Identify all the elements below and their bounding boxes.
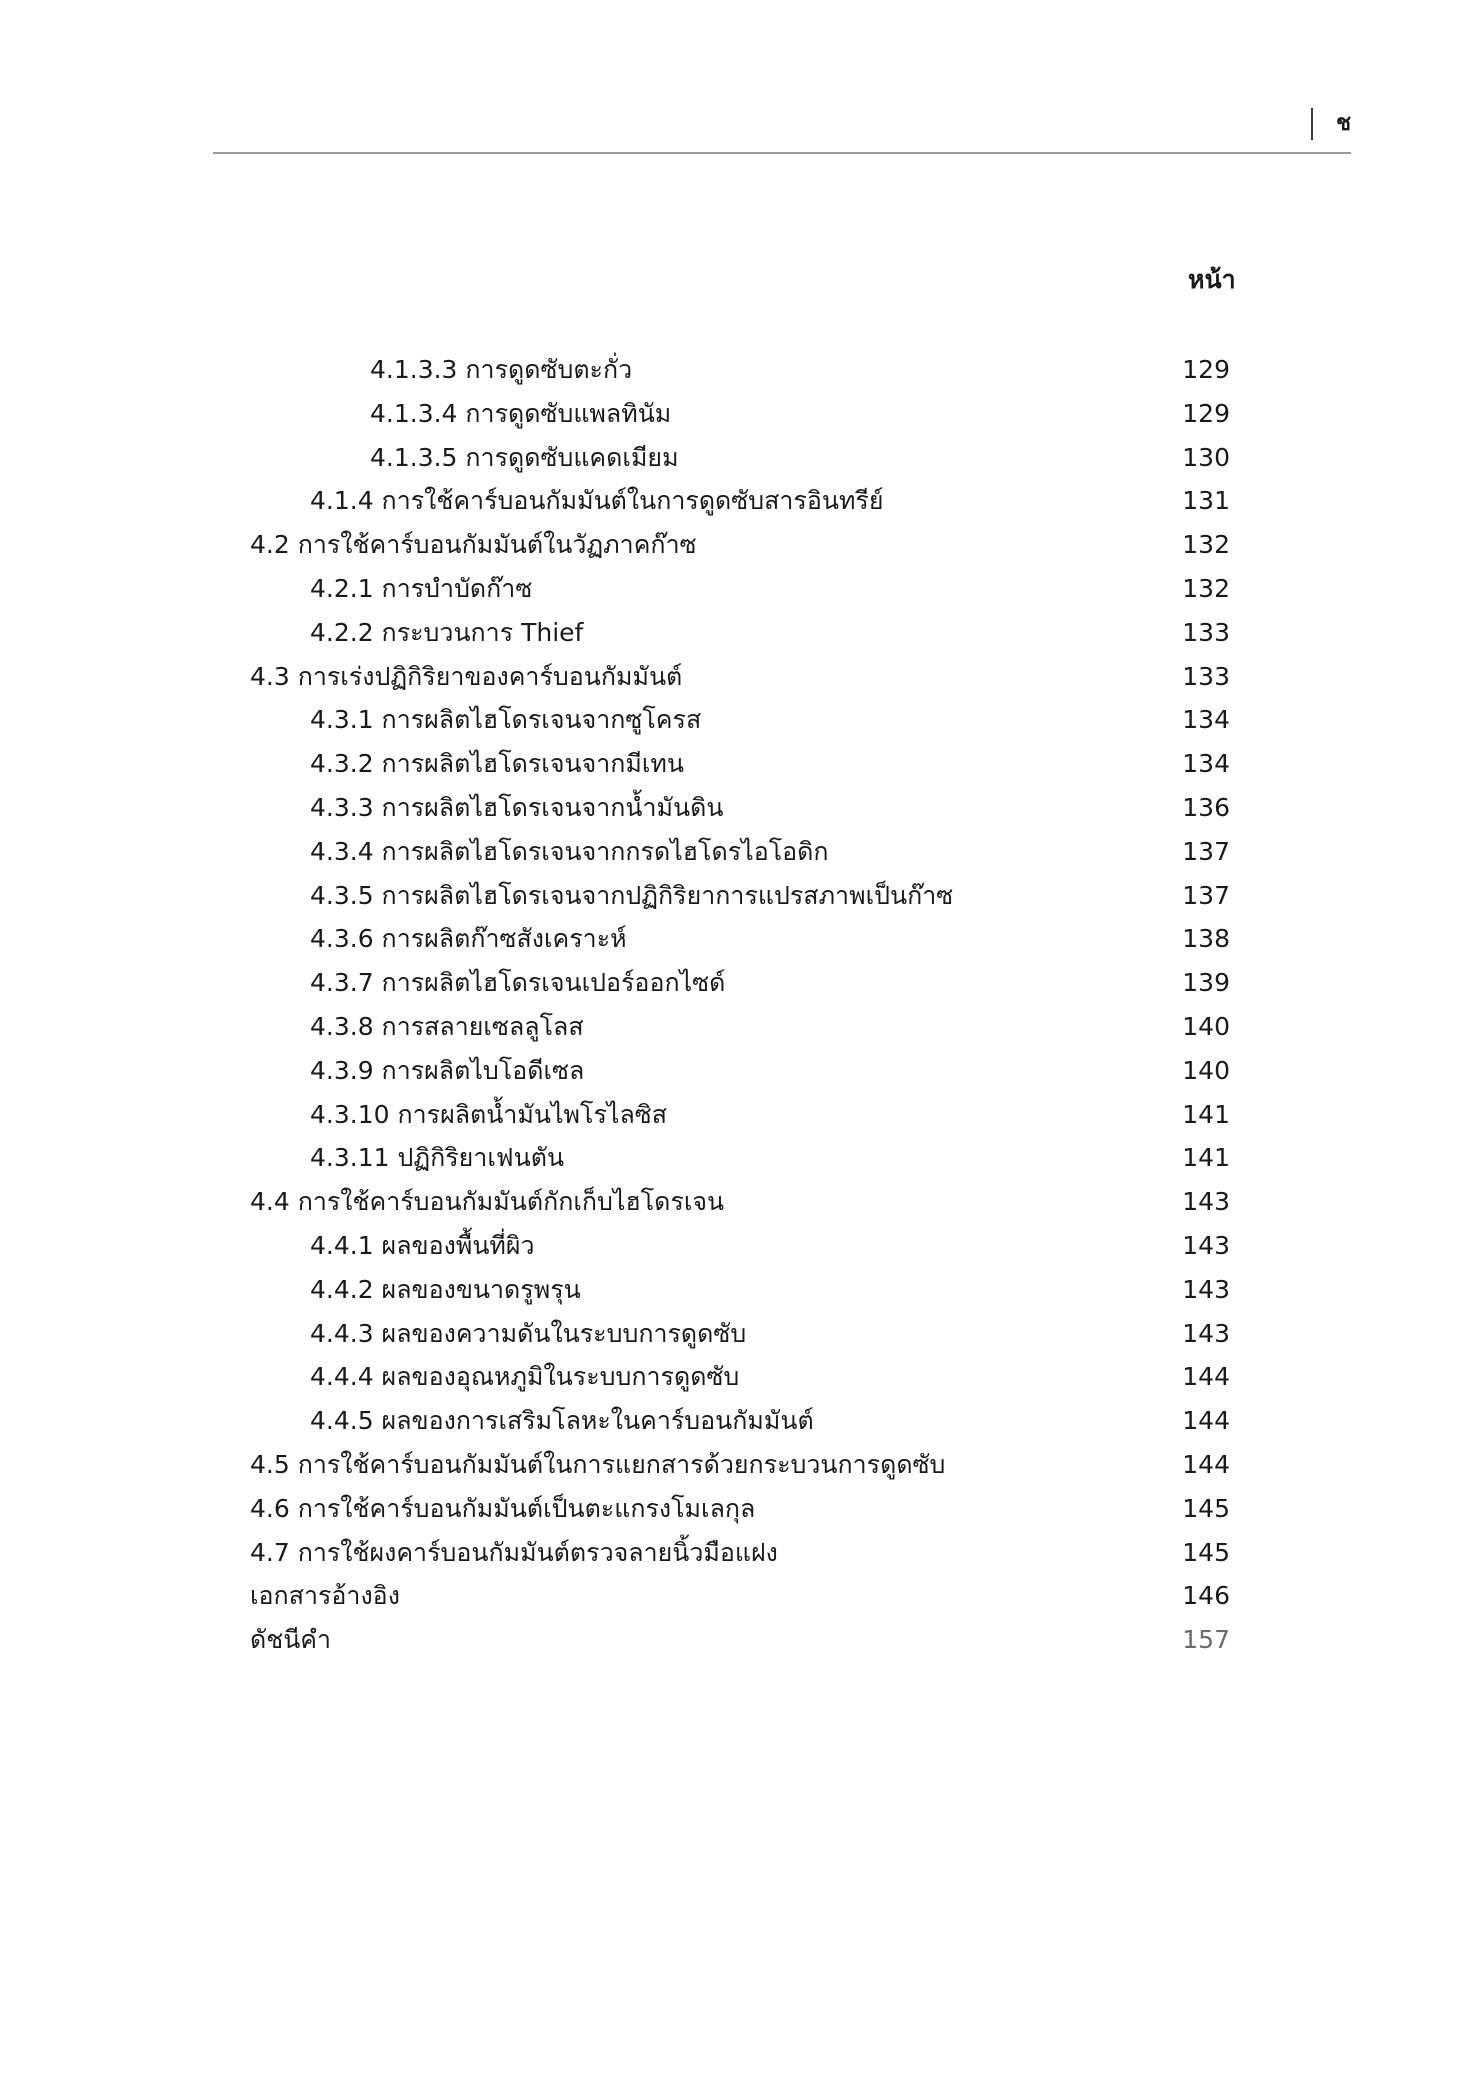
toc-entry-page: 140 [1182, 1011, 1230, 1041]
toc-entry[interactable] [0, 1049, 1457, 1093]
page-column-heading: หน้า [1188, 265, 1236, 294]
toc-entry-page: 141 [1182, 1099, 1230, 1129]
toc-entry-title: 4.3.5 การผลิตไฮโดรเจนจากปฏิกิริยาการแปรสภาพเป็นก๊าซ [310, 880, 954, 910]
toc-entry-title: 4.3.3 การผลิตไฮโดรเจนจากน้ำมันดิน [310, 792, 724, 822]
toc-entry-page: 137 [1182, 836, 1230, 866]
toc-entry-title: 4.1.3.4 การดูดซับแพลทินัม [370, 398, 672, 428]
toc-entry-title: 4.3.9 การผลิตไบโอดีเซล [310, 1055, 585, 1085]
toc-entry-title: 4.2.1 การบำบัดก๊าซ [310, 573, 533, 603]
toc-entry-page: 144 [1182, 1406, 1230, 1436]
toc-entry-title: เอกสารอ้างอิง [250, 1581, 400, 1611]
toc-entry-title: 4.3.8 การสลายเซลลูโลส [310, 1011, 584, 1041]
toc-entry[interactable] [0, 1618, 1457, 1662]
toc-entry[interactable] [0, 961, 1457, 1005]
toc-entry-page: 157 [1182, 1625, 1230, 1655]
toc-entry-page: 140 [1182, 1055, 1230, 1085]
toc-entry-title: 4.3.10 การผลิตน้ำมันไพโรไลซิส [310, 1099, 667, 1129]
toc-entry-page: 141 [1182, 1143, 1230, 1173]
toc-entry[interactable] [0, 1443, 1457, 1487]
toc-entry[interactable] [0, 742, 1457, 786]
toc-entry-title: 4.7 การใช้ผงคาร์บอนกัมมันต์ตรวจลายนิ้วมือแฝง [250, 1537, 778, 1567]
toc-entry-page: 132 [1182, 530, 1230, 560]
toc-entry-page: 145 [1182, 1493, 1230, 1523]
toc-entry-title: 4.4 การใช้คาร์บอนกัมมันต์กักเก็บไฮโดรเจน [250, 1187, 725, 1217]
toc-entry-title: 4.3.6 การผลิตก๊าซสังเคราะห์ [310, 924, 627, 954]
toc-entry-page: 143 [1182, 1318, 1230, 1348]
toc-entry-title: 4.1.4 การใช้คาร์บอนกัมมันต์ในการดูดซับสารอินทรีย์ [310, 486, 884, 516]
toc-entry[interactable] [0, 1312, 1457, 1356]
toc-entry[interactable] [0, 1531, 1457, 1575]
toc-entry-title: 4.5 การใช้คาร์บอนกัมมันต์ในการแยกสารด้วยกระบวนการดูดซับ [250, 1449, 946, 1479]
toc-entry[interactable] [0, 1224, 1457, 1268]
toc-entry-title: 4.1.3.3 การดูดซับตะกั่ว [370, 355, 633, 384]
toc-entry-page: 138 [1182, 924, 1230, 954]
toc-entry-page: 143 [1182, 1274, 1230, 1304]
toc-entry[interactable] [0, 1355, 1457, 1399]
page-header [213, 104, 1351, 154]
table-of-contents [0, 348, 1457, 1662]
toc-entry-page: 146 [1182, 1581, 1230, 1611]
toc-entry-page: 130 [1182, 442, 1230, 472]
toc-entry[interactable] [0, 698, 1457, 742]
toc-entry-title: 4.4.5 ผลของการเสริมโลหะในคาร์บอนกัมมันต์ [310, 1406, 814, 1436]
toc-entry[interactable] [0, 1093, 1457, 1137]
toc-entry-page: 144 [1182, 1362, 1230, 1392]
toc-entry[interactable] [0, 479, 1457, 523]
toc-entry-page: 133 [1182, 617, 1230, 647]
toc-entry[interactable] [0, 1487, 1457, 1531]
toc-entry-page: 129 [1182, 355, 1230, 384]
toc-entry[interactable] [0, 436, 1457, 480]
toc-entry[interactable] [0, 655, 1457, 699]
toc-entry[interactable] [0, 1574, 1457, 1618]
toc-entry[interactable] [0, 392, 1457, 436]
toc-entry-title: 4.4.2 ผลของขนาดรูพรุน [310, 1274, 581, 1304]
toc-entry-title: 4.4.1 ผลของพื้นที่ผิว [310, 1230, 535, 1260]
toc-entry-title: 4.6 การใช้คาร์บอนกัมมันต์เป็นตะแกรงโมเลกุล [250, 1493, 756, 1523]
toc-entry-page: 143 [1182, 1187, 1230, 1217]
toc-entry-page: 134 [1182, 749, 1230, 779]
toc-entry[interactable] [0, 786, 1457, 830]
toc-entry[interactable] [0, 348, 1457, 392]
toc-entry-title: 4.3.7 การผลิตไฮโดรเจนเปอร์ออกไซด์ [310, 968, 726, 998]
toc-entry-page: 134 [1182, 705, 1230, 735]
toc-entry-page: 143 [1182, 1230, 1230, 1260]
toc-entry[interactable] [0, 830, 1457, 874]
toc-entry-title: 4.3 การเร่งปฏิกิริยาของคาร์บอนกัมมันต์ [250, 661, 683, 691]
toc-entry-title: ดัชนีคำ [250, 1625, 332, 1655]
toc-entry[interactable] [0, 917, 1457, 961]
toc-entry-page: 137 [1182, 880, 1230, 910]
toc-entry-title: 4.2.2 กระบวนการ Thief [310, 617, 584, 647]
toc-entry-title: 4.1.3.5 การดูดซับแคดเมียม [370, 442, 679, 472]
toc-entry[interactable] [0, 611, 1457, 655]
toc-entry[interactable] [0, 523, 1457, 567]
toc-entry-page: 131 [1182, 486, 1230, 516]
toc-entry-title: 4.3.11 ปฏิกิริยาเฟนตัน [310, 1143, 565, 1173]
toc-entry-page: 139 [1182, 968, 1230, 998]
header-separator [1311, 108, 1313, 140]
toc-entry-title: 4.2 การใช้คาร์บอนกัมมันต์ในวัฏภาคก๊าซ [250, 530, 697, 560]
toc-entry[interactable] [0, 567, 1457, 611]
toc-entry-page: 133 [1182, 661, 1230, 691]
toc-entry-title: 4.3.2 การผลิตไฮโดรเจนจากมีเทน [310, 749, 684, 779]
toc-entry-page: 144 [1182, 1449, 1230, 1479]
toc-entry[interactable] [0, 1399, 1457, 1443]
toc-entry[interactable] [0, 874, 1457, 918]
toc-entry-page: 129 [1182, 398, 1230, 428]
toc-entry-title: 4.3.1 การผลิตไฮโดรเจนจากซูโครส [310, 705, 702, 735]
toc-entry[interactable] [0, 1005, 1457, 1049]
toc-entry[interactable] [0, 1268, 1457, 1312]
toc-entry-title: 4.4.4 ผลของอุณหภูมิในระบบการดูดซับ [310, 1362, 740, 1392]
toc-entry-page: 136 [1182, 792, 1230, 822]
page-label: ช [1336, 111, 1351, 136]
toc-entry-title: 4.4.3 ผลของความดันในระบบการดูดซับ [310, 1318, 747, 1348]
toc-entry[interactable] [0, 1180, 1457, 1224]
toc-entry-page: 145 [1182, 1537, 1230, 1567]
toc-entry-title: 4.3.4 การผลิตไฮโดรเจนจากกรดไฮโดรไอโอดิก [310, 836, 829, 866]
toc-entry-page: 132 [1182, 573, 1230, 603]
toc-entry[interactable] [0, 1136, 1457, 1180]
